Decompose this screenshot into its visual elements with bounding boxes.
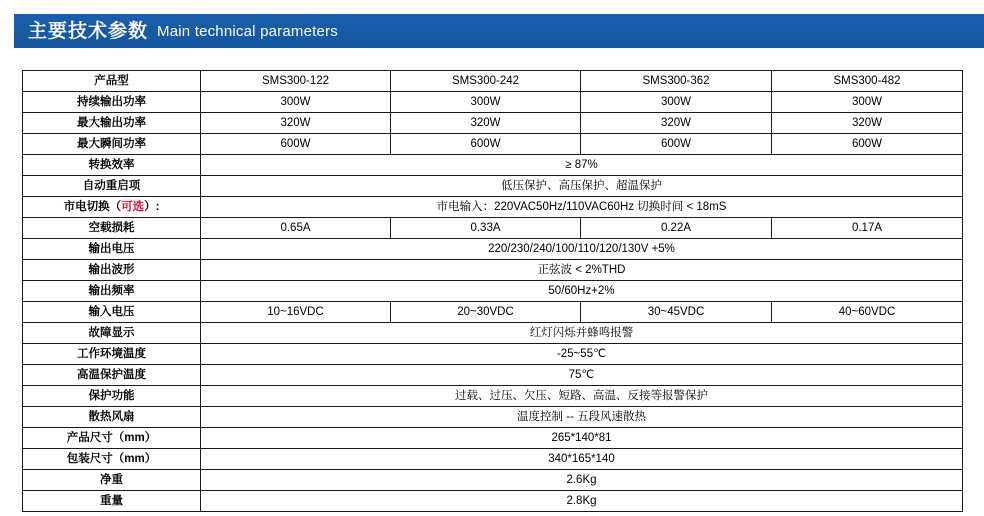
row-value: 市电输入：220VAC50Hz/110VAC60Hz 切换时间 < 18mS bbox=[201, 197, 963, 218]
row-value: 30~45VDC bbox=[581, 302, 772, 323]
row-value: 320W bbox=[391, 113, 581, 134]
table-row bbox=[23, 491, 963, 512]
row-value: 600W bbox=[391, 134, 581, 155]
row-value: 0.17A bbox=[772, 218, 963, 239]
row-value: 320W bbox=[772, 113, 963, 134]
row-label: 包装尺寸（mm） bbox=[23, 449, 201, 470]
row-value: ≥ 87% bbox=[201, 155, 963, 176]
table-row bbox=[23, 197, 963, 218]
row-label: 输出波形 bbox=[23, 260, 201, 281]
row-value: 300W bbox=[391, 92, 581, 113]
spec-table-wrap bbox=[22, 70, 962, 512]
table-row bbox=[23, 155, 963, 176]
row-value: 正弦波 < 2%THD bbox=[201, 260, 963, 281]
row-label: 重量 bbox=[23, 491, 201, 512]
optional-marker: 可选 bbox=[121, 201, 145, 213]
header-left-accent bbox=[0, 14, 14, 48]
spec-table bbox=[22, 70, 963, 512]
table-row bbox=[23, 239, 963, 260]
row-label: 输出电压 bbox=[23, 239, 201, 260]
row-value: 10~16VDC bbox=[201, 302, 391, 323]
table-row bbox=[23, 449, 963, 470]
row-label: 市电切换（可选）: bbox=[23, 197, 201, 218]
table-row bbox=[23, 407, 963, 428]
table-row bbox=[23, 176, 963, 197]
row-value: 300W bbox=[772, 92, 963, 113]
row-value: 600W bbox=[772, 134, 963, 155]
row-value: 0.33A bbox=[391, 218, 581, 239]
row-value: 2.6Kg bbox=[201, 470, 963, 491]
row-label: 工作环境温度 bbox=[23, 344, 201, 365]
row-value: 2.8Kg bbox=[201, 491, 963, 512]
row-value: 0.65A bbox=[201, 218, 391, 239]
table-row bbox=[23, 218, 963, 239]
row-value: 300W bbox=[581, 92, 772, 113]
row-value: 0.22A bbox=[581, 218, 772, 239]
row-value: 75℃ bbox=[201, 365, 963, 386]
row-value: 300W bbox=[201, 92, 391, 113]
table-row bbox=[23, 134, 963, 155]
row-label: 保护功能 bbox=[23, 386, 201, 407]
row-label: 空载损耗 bbox=[23, 218, 201, 239]
row-value: SMS300-122 bbox=[201, 71, 391, 92]
row-value: 320W bbox=[581, 113, 772, 134]
row-value: 265*140*81 bbox=[201, 428, 963, 449]
row-value: SMS300-362 bbox=[581, 71, 772, 92]
row-label: 最大瞬间功率 bbox=[23, 134, 201, 155]
header-title-group bbox=[28, 14, 338, 48]
row-label: 输出频率 bbox=[23, 281, 201, 302]
table-row bbox=[23, 386, 963, 407]
table-row bbox=[23, 302, 963, 323]
row-value: 低压保护、高压保护、超温保护 bbox=[201, 176, 963, 197]
page-title-en: Main technical parameters bbox=[157, 22, 338, 40]
row-value: 红灯闪烁并蜂鸣报警 bbox=[201, 323, 963, 344]
page-title-cn: 主要技术参数 bbox=[28, 20, 149, 42]
row-value: 600W bbox=[201, 134, 391, 155]
row-label: 产品尺寸（mm） bbox=[23, 428, 201, 449]
table-row bbox=[23, 92, 963, 113]
row-value: 40~60VDC bbox=[772, 302, 963, 323]
row-value: SMS300-242 bbox=[391, 71, 581, 92]
row-value: 50/60Hz+2% bbox=[201, 281, 963, 302]
row-label: 故障显示 bbox=[23, 323, 201, 344]
row-label: 高温保护温度 bbox=[23, 365, 201, 386]
table-row bbox=[23, 281, 963, 302]
row-label: 转换效率 bbox=[23, 155, 201, 176]
row-value: 过载、过压、欠压、短路、高温、反接等报警保护 bbox=[201, 386, 963, 407]
table-row bbox=[23, 470, 963, 491]
row-label: 最大输出功率 bbox=[23, 113, 201, 134]
table-row bbox=[23, 260, 963, 281]
table-row bbox=[23, 428, 963, 449]
table-row bbox=[23, 365, 963, 386]
row-label: 散热风扇 bbox=[23, 407, 201, 428]
row-value: 20~30VDC bbox=[391, 302, 581, 323]
row-value: SMS300-482 bbox=[772, 71, 963, 92]
table-row bbox=[23, 71, 963, 92]
table-row bbox=[23, 113, 963, 134]
row-label: 持续输出功率 bbox=[23, 92, 201, 113]
row-value: 温度控制 -- 五段风速散热 bbox=[201, 407, 963, 428]
table-row bbox=[23, 323, 963, 344]
table-row bbox=[23, 344, 963, 365]
row-label: 自动重启项 bbox=[23, 176, 201, 197]
row-value: 320W bbox=[201, 113, 391, 134]
row-label: 净重 bbox=[23, 470, 201, 491]
row-value: -25~55℃ bbox=[201, 344, 963, 365]
row-label: 产品型 bbox=[23, 71, 201, 92]
row-value: 600W bbox=[581, 134, 772, 155]
row-label: 输入电压 bbox=[23, 302, 201, 323]
row-value: 340*165*140 bbox=[201, 449, 963, 470]
row-value: 220/230/240/100/110/120/130V +5% bbox=[201, 239, 963, 260]
